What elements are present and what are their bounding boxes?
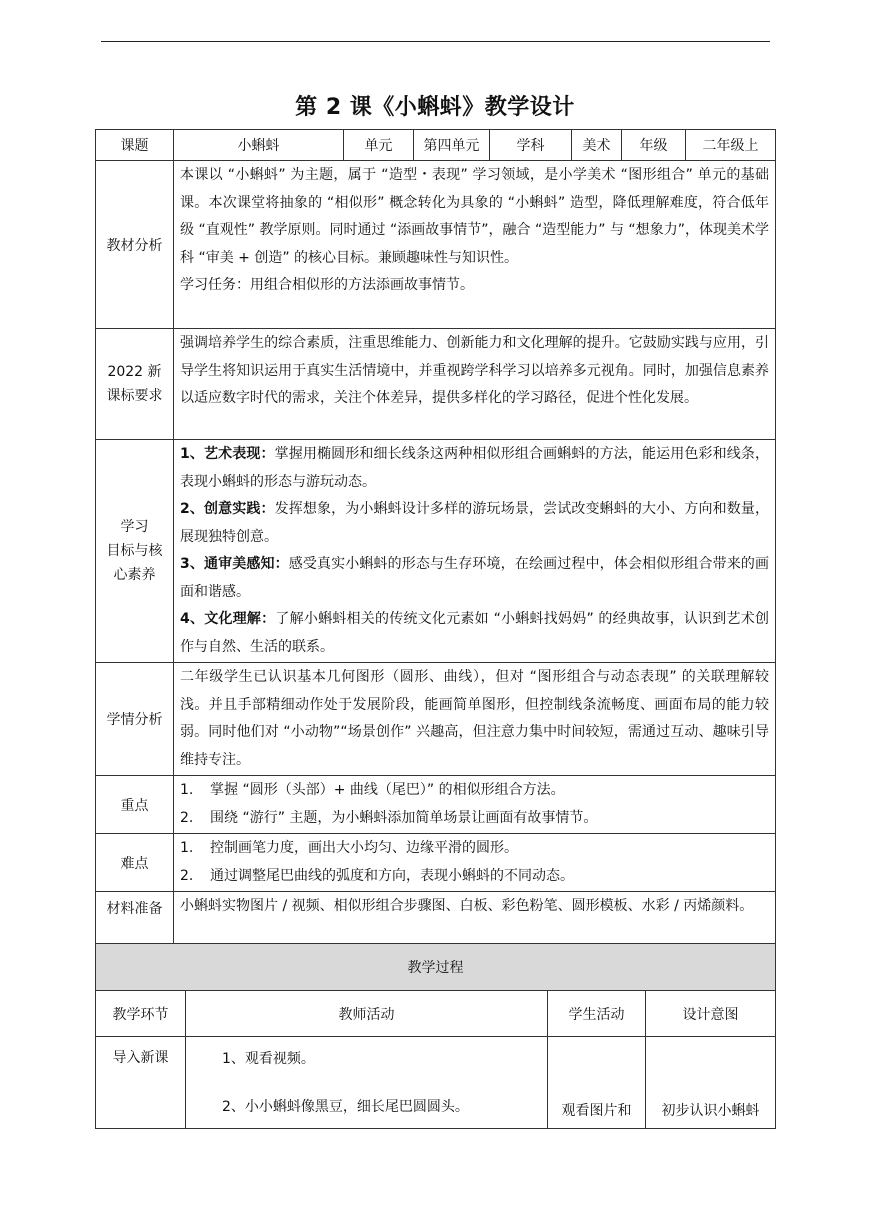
difficulty-text: 通过调整尾巴曲线的弧度和方向，表现小蝌蚪的不同动态。	[210, 867, 574, 884]
difficulty-text: 控制画笔力度，画出大小均匀、边缘平滑的圆形。	[210, 840, 518, 856]
unit-label: 单元	[344, 130, 414, 161]
col-teacher-header: 教师活动	[186, 991, 548, 1037]
curriculum-label-line1: 2022 新	[107, 364, 162, 380]
difficulties-row	[96, 834, 776, 892]
objective-head: 4、文化理解：	[180, 611, 276, 627]
key-points-label: 重点	[96, 776, 174, 834]
col-intent-header: 设计意图	[646, 991, 776, 1037]
difficulty-number: 2.	[180, 867, 194, 884]
curriculum-text: 强调培养学生的综合素质，注重思维能力、创新能力和文化理解的提升。它鼓励实践与应用，引导学生将知识运用于真实生活情境中，并重视跨学科学习以培养多元视角。同时，加强信息素养以适应数字时代的需求，关注个体差异，提供多样化的学习路径，促进个性化发展。	[174, 329, 776, 440]
objective-item	[180, 496, 769, 551]
curriculum-label-line2: 课标要求	[106, 388, 163, 404]
objective-head: 3、通审美感知：	[180, 556, 289, 572]
objective-text: 发挥想象，为小蝌蚪设计多样的游玩场景，尝试改变蝌蚪的大小、方向和数量，展现独特创意。	[180, 501, 769, 545]
key-points-cell	[174, 776, 776, 834]
col-student-header: 学生活动	[548, 991, 646, 1037]
subject-label: 学科	[490, 130, 572, 161]
grade-value: 二年级上	[686, 130, 776, 161]
learner-analysis-text: 二年级学生已认识基本几何图形（圆形、曲线），但对 “图形组合与动态表现” 的关联理解较浅。并且手部精细动作处于发展阶段，能画简单图形，但控制线条流畅度、画面布局的能力较弱。同时他们对 “小动物”“场景创作” 兴趣高，但注意力集中时间较短，需通过互动、趣味引导维持专注。	[174, 663, 776, 776]
objectives-label-line2: 目标与核	[106, 543, 163, 559]
student-activity-cell: 观看图片和	[548, 1037, 646, 1129]
unit-value: 第四单元	[414, 130, 490, 161]
objective-item	[180, 606, 769, 661]
grade-label: 年级	[622, 130, 686, 161]
textbook-analysis-row	[96, 161, 776, 329]
objectives-label	[96, 440, 174, 663]
key-point-text: 围绕 “游行” 主题，为小蝌蚪添加简单场景让画面有故事情节。	[210, 809, 598, 826]
teacher-activity-cell	[186, 1037, 548, 1129]
objectives-label-line1: 学习	[120, 519, 149, 535]
key-point-number: 1.	[180, 782, 194, 798]
objective-text: 掌握用椭圆形和细长线条这两种相似形组合画蝌蚪的方法，能运用色彩和线条，表现小蝌蚪的形态与游玩动态。	[180, 446, 769, 490]
difficulties-label: 难点	[96, 834, 174, 892]
difficulty-item	[180, 835, 769, 863]
textbook-analysis-cell	[174, 161, 776, 329]
objective-text: 了解小蝌蚪相关的传统文化元素如 “小蝌蚪找妈妈” 的经典故事，认识到艺术创作与自然、生活的联系。	[180, 611, 769, 655]
teacher-activity-line: 2、小小蝌蚪像黑豆，细长尾巴圆圆头。	[222, 1099, 469, 1115]
key-point-number: 2.	[180, 809, 194, 826]
textbook-analysis-label: 教材分析	[96, 161, 174, 329]
learning-task-text: 学习任务：用组合相似形的方法添画故事情节。	[180, 277, 474, 293]
key-point-item	[180, 777, 769, 805]
objectives-label-line3: 心素养	[113, 567, 156, 583]
textbook-analysis-text: 本课以 “小蝌蚪” 为主题，属于 “造型・表现” 学习领域，是小学美术 “图形组合” 单元的基础课。本次课堂将抽象的 “相似形” 概念转化为具象的 “小蝌蚪” 造型，降低理解难度，符合低年级 “直观性” 教学原则。同时通过 “添画故事情节”，融合 “造型能力” 与 “想象力”，体现美术学科 “审美 + 创造” 的核心目标。兼顾趣味性与知识性。	[180, 167, 769, 266]
materials-text: 小蝌蚪实物图片 / 视频、相似形组合步骤图、白板、彩色粉笔、圆形模板、水彩 / 丙烯颜料。	[174, 892, 776, 949]
process-row	[96, 1037, 776, 1129]
objective-item	[180, 551, 769, 606]
page-title: 第 2 课《小蝌蚪》教学设计	[295, 95, 575, 120]
objectives-cell	[174, 440, 776, 663]
objective-head: 1、艺术表现：	[180, 446, 275, 462]
objective-text: 感受真实小蝌蚪的形态与生存环境，在绘画过程中，体会相似形组合带来的画面和谐感。	[180, 556, 769, 600]
learner-analysis-row	[96, 663, 776, 776]
process-heading-row	[96, 944, 776, 991]
curriculum-label	[96, 329, 174, 440]
objective-item	[180, 441, 769, 496]
objective-head: 2、创意实践：	[180, 501, 275, 517]
materials-row	[96, 892, 776, 949]
info-row	[96, 130, 776, 161]
subject-value: 美术	[572, 130, 622, 161]
col-stage-header: 教学环节	[96, 991, 186, 1037]
materials-label: 材料准备	[96, 892, 174, 949]
curriculum-row	[96, 329, 776, 440]
lesson-info-table	[95, 129, 776, 949]
topic-value: 小蝌蚪	[174, 130, 344, 161]
teacher-activity-line: 1、观看视频。	[222, 1051, 315, 1067]
topic-label: 课题	[96, 130, 174, 161]
key-point-text: 掌握 “圆形（头部）+ 曲线（尾巴）” 的相似形组合方法。	[210, 782, 565, 798]
learner-analysis-label: 学情分析	[96, 663, 174, 776]
teaching-process-table	[95, 943, 776, 1129]
process-heading: 教学过程	[96, 944, 776, 991]
stage-cell: 导入新课	[96, 1037, 186, 1129]
design-intent-cell: 初步认识小蝌蚪	[646, 1037, 776, 1129]
difficulty-number: 1.	[180, 840, 194, 856]
key-points-row	[96, 776, 776, 834]
objectives-row	[96, 440, 776, 663]
difficulties-cell	[174, 834, 776, 892]
key-point-item	[180, 805, 769, 833]
difficulty-item	[180, 863, 769, 891]
process-columns-row	[96, 991, 776, 1037]
header-rule	[101, 41, 770, 42]
